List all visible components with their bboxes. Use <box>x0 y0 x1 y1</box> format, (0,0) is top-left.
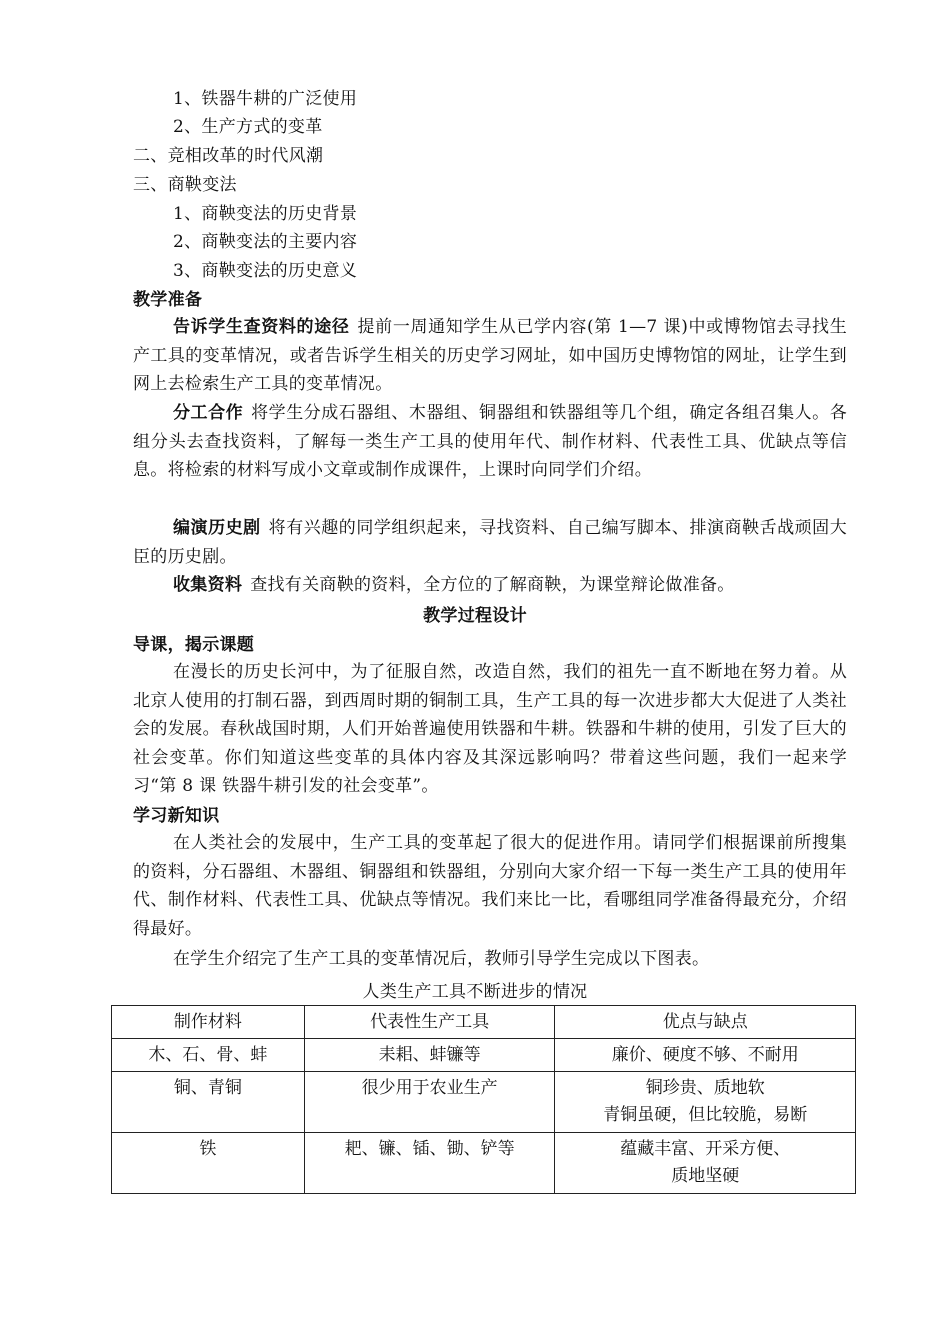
paragraph-lead: 编演历史剧 <box>173 518 261 538</box>
table-header-cell: 代表性生产工具 <box>304 1006 555 1039</box>
table-cell-material: 木、石、骨、蚌 <box>112 1039 305 1072</box>
table-cell-material: 铜、青铜 <box>112 1072 305 1133</box>
pros-cons-line: 蕴藏丰富、开采方便、 <box>620 1139 791 1159</box>
pros-cons-line: 铜珍贵、质地软 <box>645 1078 765 1098</box>
outline-item: 1、商鞅变法的历史背景 <box>173 204 358 224</box>
table-header-row <box>112 1006 856 1039</box>
paragraph-lead: 分工合作 <box>173 403 244 423</box>
paragraph-text: 提前一周通知学生从已学内容(第 1—7 课)中或博物馆去寻找生产工具的变革情况，或者告诉学生相关的历史学习网址，如中国历史博物馆的网址，让学生到网上去检索生产工具的变革情况。 <box>133 317 847 394</box>
outline-item: 三、商鞅变法 <box>133 175 237 195</box>
table-header-cell: 制作材料 <box>112 1006 305 1039</box>
paragraph <box>133 571 847 600</box>
paragraph-text: 将学生分成石器组、木器组、铜器组和铁器组等几个组，确定各组召集人。各组分头去查找资料，了解每一类生产工具的使用年代、制作材料、代表性工具、优缺点等信息。将检索的材料写成小文章或制作成课件，上课时向同学们介绍。 <box>133 403 848 480</box>
table-row <box>112 1133 856 1194</box>
outline-item: 3、商鞅变法的历史意义 <box>173 261 358 281</box>
table-caption: 人类生产工具不断进步的情况 <box>362 982 588 1002</box>
paragraph-lead: 告诉学生查资料的途径 <box>173 317 350 337</box>
table-cell-pros-cons <box>555 1072 856 1133</box>
paragraph-text: 查找有关商鞅的资料，全方位的了解商鞅，为课堂辩论做准备。 <box>250 575 735 595</box>
paragraph: 在学生介绍完了生产工具的变革情况后，教师引导学生完成以下图表。 <box>173 949 710 969</box>
paragraph <box>133 399 847 485</box>
pros-cons-line: 青铜虽硬，但比较脆，易断 <box>603 1105 808 1125</box>
paragraph <box>133 313 847 399</box>
table-cell-pros-cons: 廉价、硬度不够、不耐用 <box>555 1039 856 1072</box>
table-header-cell: 优点与缺点 <box>555 1006 856 1039</box>
paragraph: 在人类社会的发展中，生产工具的变革起了很大的促进作用。请同学们根据课前所搜集的资料，分石器组、木器组、铜器组和铁器组，分别向大家介绍一下每一类生产工具的使用年代、制作材料、代表性工具、优缺点等情况。我们来比一比，看哪组同学准备得最充分，介绍得最好。 <box>133 833 847 939</box>
pros-cons-line: 质地坚硬 <box>671 1166 740 1186</box>
section-heading: 导课，揭示课题 <box>133 635 255 655</box>
outline-item: 2、生产方式的变革 <box>173 117 323 137</box>
paragraph <box>133 514 847 571</box>
table-cell-tools: 耙、镰、锸、锄、铲等 <box>304 1133 555 1194</box>
table-cell-tools: 很少用于农业生产 <box>304 1072 555 1133</box>
table-cell-material: 铁 <box>112 1133 305 1194</box>
section-title: 教学过程设计 <box>423 606 527 626</box>
section-heading: 学习新知识 <box>133 806 220 826</box>
outline-item: 1、铁器牛耕的广泛使用 <box>173 89 358 109</box>
paragraph-lead: 收集资料 <box>173 575 243 595</box>
outline-item: 二、竞相改革的时代风潮 <box>133 146 324 166</box>
paragraph-text: 将有兴趣的同学组织起来，寻找资料、自己编写脚本、排演商鞅舌战顽固大臣的历史剧。 <box>133 518 848 567</box>
table-cell-tools: 耒耜、蚌镰等 <box>304 1039 555 1072</box>
table-cell-pros-cons <box>555 1133 856 1194</box>
table-row <box>112 1072 856 1133</box>
paragraph: 在漫长的历史长河中，为了征服自然，改造自然，我们的祖先一直不断地在努力着。从北京人使用的打制石器，到西周时期的铜制工具，生产工具的每一次进步都大大促进了人类社会的发展。春秋战国时期，人们开始普遍使用铁器和牛耕。铁器和牛耕的使用，引发了巨大的社会变革。你们知道这些变革的具体内容及其深远影响吗？带着这些问题，我们一起来学习“第 8 课 铁器牛耕引发的社会变革”。 <box>133 662 847 796</box>
tools-table <box>111 1005 856 1194</box>
section-heading: 教学准备 <box>133 290 203 310</box>
table-row <box>112 1039 856 1072</box>
outline-item: 2、商鞅变法的主要内容 <box>173 232 358 252</box>
